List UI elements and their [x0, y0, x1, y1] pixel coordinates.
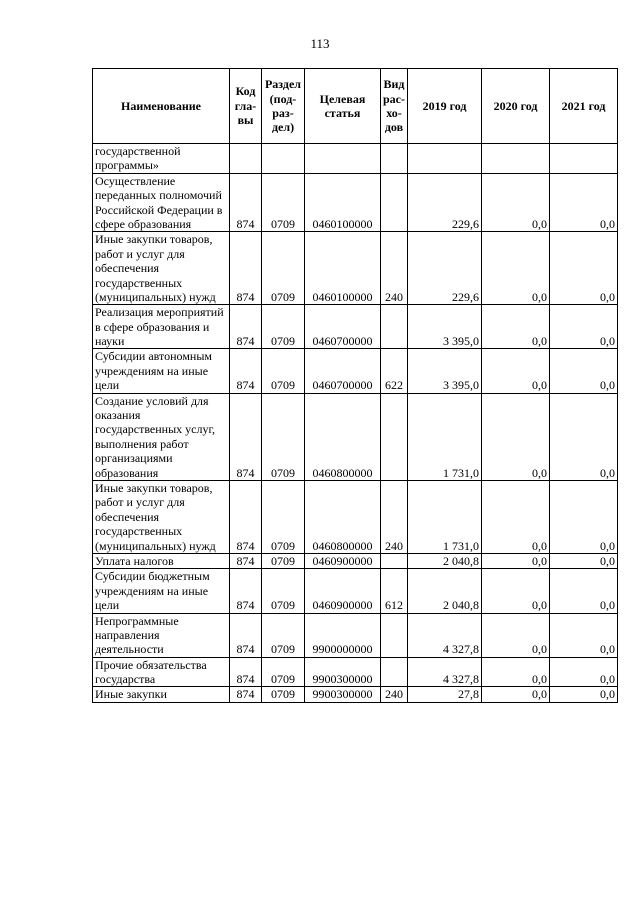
row-name-cell: Создание условий для оказания государственных услуг, выполнения работ организациями образования — [93, 393, 230, 480]
row-2019-cell: 229,6 — [408, 232, 482, 305]
row-2021-cell: 0,0 — [550, 553, 618, 568]
table-row — [93, 393, 618, 480]
row-section-cell: 0709 — [262, 480, 305, 553]
row-section-cell: 0709 — [262, 393, 305, 480]
row-name-cell: Осуществление переданных полномочий Российской Федерации в сфере образования — [93, 173, 230, 232]
row-name-cell: Субсидии бюджетным учреждениям на иные цели — [93, 569, 230, 613]
row-expense-type-cell: 240 — [381, 232, 408, 305]
row-target-cell: 9900300000 — [305, 687, 381, 702]
row-2020-cell: 0,0 — [482, 569, 550, 613]
row-chapter-cell: 874 — [230, 232, 262, 305]
row-2019-cell: 1 731,0 — [408, 393, 482, 480]
header-chapter-code: Код гла-вы — [230, 69, 262, 144]
row-target-cell — [305, 144, 381, 174]
table-row — [93, 144, 618, 174]
table-row — [93, 232, 618, 305]
row-2019-cell: 3 395,0 — [408, 305, 482, 349]
row-2019-cell: 1 731,0 — [408, 480, 482, 553]
row-chapter-cell: 874 — [230, 657, 262, 687]
row-expense-type-cell — [381, 393, 408, 480]
row-2020-cell: 0,0 — [482, 687, 550, 702]
row-name-cell: Иные закупки товаров, работ и услуг для обеспечения государственных (муниципальных) нужд — [93, 480, 230, 553]
row-2019-cell: 3 395,0 — [408, 349, 482, 393]
row-target-cell: 0460800000 — [305, 393, 381, 480]
row-expense-type-cell — [381, 613, 408, 657]
row-2021-cell: 0,0 — [550, 613, 618, 657]
header-2020: 2020 год — [482, 69, 550, 144]
row-chapter-cell — [230, 144, 262, 174]
row-chapter-cell: 874 — [230, 173, 262, 232]
table-body — [93, 144, 618, 703]
header-name: Наименование — [93, 69, 230, 144]
row-section-cell: 0709 — [262, 553, 305, 568]
table-row — [93, 569, 618, 613]
row-chapter-cell: 874 — [230, 305, 262, 349]
row-name-cell: Субсидии автономным учреждениям на иные цели — [93, 349, 230, 393]
row-name-cell: Реализация мероприятий в сфере образования и науки — [93, 305, 230, 349]
row-name-cell: Иные закупки товаров, работ и услуг для обеспечения государственных (муниципальных) нужд — [93, 232, 230, 305]
row-section-cell: 0709 — [262, 687, 305, 702]
row-2021-cell: 0,0 — [550, 349, 618, 393]
table-row — [93, 553, 618, 568]
row-section-cell: 0709 — [262, 305, 305, 349]
row-2020-cell: 0,0 — [482, 480, 550, 553]
page-number: 113 — [310, 36, 330, 51]
row-section-cell: 0709 — [262, 173, 305, 232]
row-chapter-cell: 874 — [230, 687, 262, 702]
row-target-cell: 0460100000 — [305, 173, 381, 232]
row-section-cell: 0709 — [262, 657, 305, 687]
row-2019-cell: 2 040,8 — [408, 553, 482, 568]
row-name-cell: Прочие обязательства государства — [93, 657, 230, 687]
row-2020-cell — [482, 144, 550, 174]
row-2020-cell: 0,0 — [482, 393, 550, 480]
row-2019-cell: 4 327,8 — [408, 613, 482, 657]
row-expense-type-cell: 240 — [381, 480, 408, 553]
row-2020-cell: 0,0 — [482, 305, 550, 349]
row-2020-cell: 0,0 — [482, 657, 550, 687]
row-target-cell: 0460800000 — [305, 480, 381, 553]
table-row — [93, 613, 618, 657]
table-row — [93, 173, 618, 232]
row-2019-cell: 27,8 — [408, 687, 482, 702]
header-expense-type: Вид рас-хо-дов — [381, 69, 408, 144]
budget-table — [92, 68, 618, 703]
row-expense-type-cell — [381, 657, 408, 687]
row-2021-cell: 0,0 — [550, 393, 618, 480]
row-target-cell: 0460700000 — [305, 349, 381, 393]
row-section-cell: 0709 — [262, 613, 305, 657]
row-2020-cell: 0,0 — [482, 349, 550, 393]
table-row — [93, 305, 618, 349]
row-chapter-cell: 874 — [230, 613, 262, 657]
table-row — [93, 480, 618, 553]
row-target-cell: 0460900000 — [305, 569, 381, 613]
row-target-cell: 0460900000 — [305, 553, 381, 568]
row-name-cell: Иные закупки — [93, 687, 230, 702]
row-expense-type-cell — [381, 144, 408, 174]
row-expense-type-cell: 240 — [381, 687, 408, 702]
table-row — [93, 349, 618, 393]
row-2019-cell: 4 327,8 — [408, 657, 482, 687]
row-2019-cell: 2 040,8 — [408, 569, 482, 613]
row-name-cell: государственной программы» — [93, 144, 230, 174]
row-chapter-cell: 874 — [230, 569, 262, 613]
row-2019-cell — [408, 144, 482, 174]
row-section-cell: 0709 — [262, 232, 305, 305]
row-target-cell: 9900000000 — [305, 613, 381, 657]
row-target-cell: 0460700000 — [305, 305, 381, 349]
row-2021-cell: 0,0 — [550, 173, 618, 232]
row-2020-cell: 0,0 — [482, 613, 550, 657]
row-2021-cell: 0,0 — [550, 687, 618, 702]
row-section-cell — [262, 144, 305, 174]
row-2021-cell: 0,0 — [550, 569, 618, 613]
row-name-cell: Непрограммные направления деятельности — [93, 613, 230, 657]
header-section: Раздел (под-раз-дел) — [262, 69, 305, 144]
row-chapter-cell: 874 — [230, 349, 262, 393]
row-section-cell: 0709 — [262, 569, 305, 613]
table-row — [93, 687, 618, 702]
row-chapter-cell: 874 — [230, 553, 262, 568]
row-2021-cell: 0,0 — [550, 305, 618, 349]
row-2021-cell: 0,0 — [550, 657, 618, 687]
header-target: Целевая статья — [305, 69, 381, 144]
row-2020-cell: 0,0 — [482, 173, 550, 232]
table-header-row — [93, 69, 618, 144]
row-expense-type-cell — [381, 553, 408, 568]
header-2019: 2019 год — [408, 69, 482, 144]
row-expense-type-cell — [381, 173, 408, 232]
row-2019-cell: 229,6 — [408, 173, 482, 232]
row-2020-cell: 0,0 — [482, 553, 550, 568]
row-name-cell: Уплата налогов — [93, 553, 230, 568]
row-section-cell: 0709 — [262, 349, 305, 393]
row-2021-cell — [550, 144, 618, 174]
row-chapter-cell: 874 — [230, 393, 262, 480]
row-target-cell: 9900300000 — [305, 657, 381, 687]
row-target-cell: 0460100000 — [305, 232, 381, 305]
row-expense-type-cell: 612 — [381, 569, 408, 613]
table-row — [93, 657, 618, 687]
row-expense-type-cell: 622 — [381, 349, 408, 393]
row-chapter-cell: 874 — [230, 480, 262, 553]
row-expense-type-cell — [381, 305, 408, 349]
row-2020-cell: 0,0 — [482, 232, 550, 305]
row-2021-cell: 0,0 — [550, 232, 618, 305]
header-2021: 2021 год — [550, 69, 618, 144]
row-2021-cell: 0,0 — [550, 480, 618, 553]
